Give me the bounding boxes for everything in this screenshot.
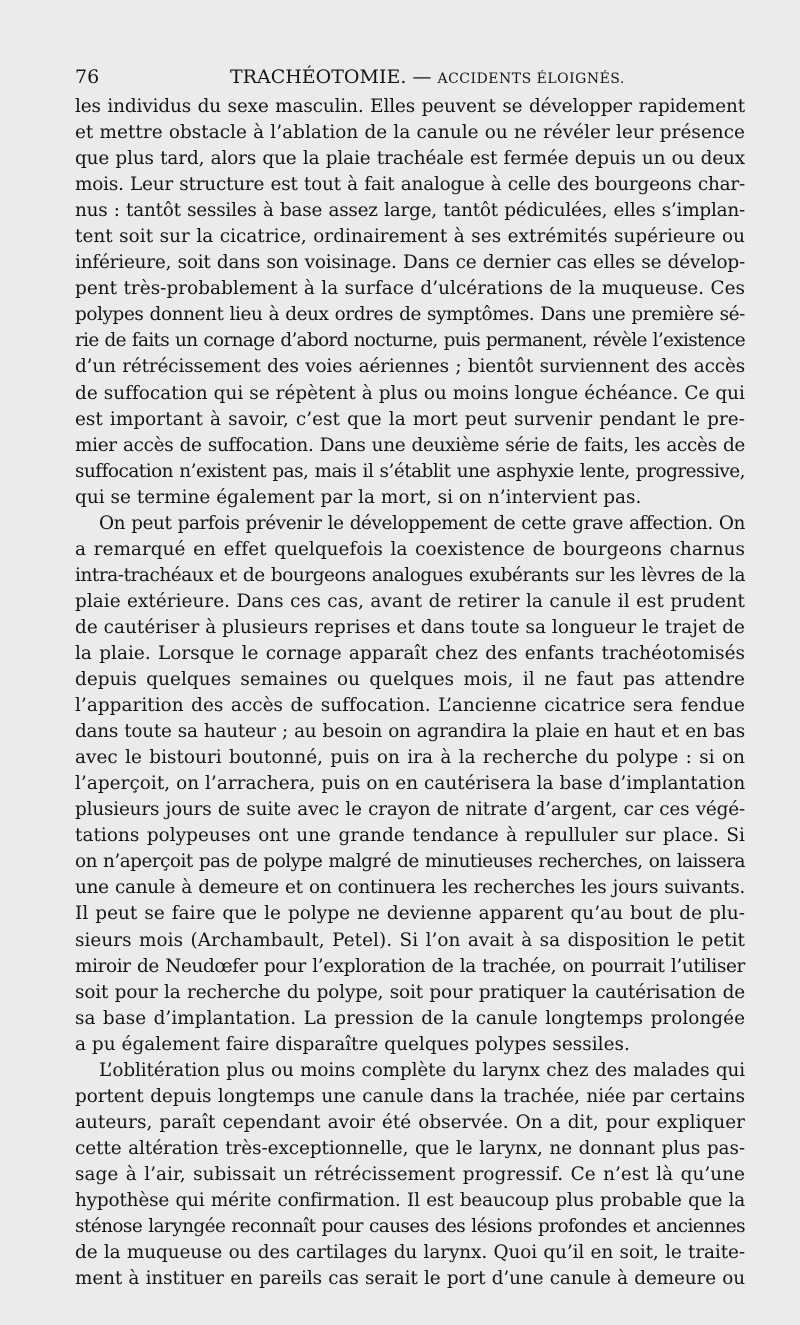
running-title-dash: — <box>412 66 432 88</box>
text-line: cette altération très-exceptionnelle, que le larynx, ne donnant plus pas- <box>75 1137 745 1159</box>
running-head <box>75 60 745 94</box>
running-title-main: TRACHÉOTOMIE. <box>230 66 407 88</box>
text-line: pent très-probablement à la surface d’ulcérations de la muqueuse. Ces <box>75 278 745 300</box>
text-line: sténose laryngée reconnaît pour causes des lésions profondes et anciennes <box>75 1216 745 1238</box>
text-line: de la muqueuse ou des cartilages du larynx. Quoi qu’il en soit, le traite- <box>75 1242 745 1264</box>
text-line: qui se termine également par la mort, si on n’intervient pas. <box>75 486 642 508</box>
book-page <box>75 60 745 1292</box>
text-line: Il peut se faire que le polype ne devienne apparent qu’au bout de plu- <box>75 903 745 925</box>
text-line: d’un rétrécissement des voies aériennes ; bientôt surviennent des accès <box>75 356 745 378</box>
text-line: polypes donnent lieu à deux ordres de symptômes. Dans une première sé- <box>75 304 745 326</box>
text-line: rie de faits un cornage d’abord nocturne, puis permanent, révèle l’existence <box>75 330 745 352</box>
text-line: mier accès de suffocation. Dans une deuxième série de faits, les accès de <box>75 434 745 456</box>
text-line: l’apparition des accès de suffocation. L’ancienne cicatrice sera fendue <box>75 695 745 717</box>
text-line: ment à instituer en pareils cas serait le port d’une canule à demeure ou <box>75 1268 745 1290</box>
text-line: mois. Leur structure est tout à fait analogue à celle des bourgeons char- <box>75 174 745 196</box>
text-line: L’oblitération plus ou moins complète du larynx chez des malades qui <box>99 1059 745 1081</box>
text-line: nus : tantôt sessiles à base assez large, tantôt pédiculées, elles s’implan- <box>75 200 745 222</box>
text-line: avec le bistouri boutonné, puis on ira à la recherche du polype : si on <box>75 747 745 769</box>
text-line: que plus tard, alors que la plaie trachéale est fermée depuis un ou deux <box>75 148 745 170</box>
text-line: tations polypeuses ont une grande tendance à repulluler sur place. Si <box>75 825 745 847</box>
running-title-section: ACCIDENTS ÉLOIGNÉS. <box>437 71 625 87</box>
text-line: et mettre obstacle à l’ablation de la canule ou ne révéler leur présence <box>75 122 745 144</box>
text-line: est important à savoir, c’est que la mort peut survenir pendant le pre- <box>75 408 745 430</box>
text-line: inférieure, soit dans son voisinage. Dans ce dernier cas elles se dévelop- <box>75 252 745 274</box>
text-line: suffocation n’existent pas, mais il s’établit une asphyxie lente, progressive, <box>75 460 745 482</box>
text-line: sage à l’air, subissait un rétrécissement progressif. Ce n’est là qu’une <box>75 1163 745 1185</box>
text-line: une canule à demeure et on continuera les recherches les jours suivants. <box>75 877 745 899</box>
text-line: On peut parfois prévenir le développement de cette grave affection. On <box>99 512 745 534</box>
text-line: l’aperçoit, on l’arrachera, puis on en cautérisera la base d’implantation <box>75 773 746 795</box>
text-line: miroir de Neudœfer pour l’exploration de la trachée, on pourrait l’utiliser <box>75 955 745 977</box>
paragraph <box>75 94 745 511</box>
text-line: depuis quelques semaines ou quelques mois, il ne faut pas attendre <box>75 669 745 691</box>
text-line: les individus du sexe masculin. Elles peuvent se développer rapidement <box>75 96 745 117</box>
text-line: soit pour la recherche du polype, soit pour pratiquer la cautérisation de <box>75 981 745 1003</box>
paragraph <box>75 511 745 1058</box>
text-line: portent depuis longtemps une canule dans la trachée, niée par certains <box>75 1085 745 1107</box>
text-line: intra-trachéaux et de bourgeons analogues exubérants sur les lèvres de la <box>75 564 745 586</box>
text-line: sieurs mois (Archambault, Petel). Si l’on avait à sa disposition le petit <box>75 929 745 951</box>
text-line: hypothèse qui mérite confirmation. Il est beaucoup plus probable que la <box>75 1189 745 1211</box>
text-line: la plaie. Lorsque le cornage apparaît chez des enfants trachéotomisés <box>75 642 745 664</box>
text-line: sa base d’implantation. La pression de la canule longtemps prolongée <box>75 1007 745 1029</box>
text-line: de cautériser à plusieurs reprises et dans toute sa longueur le trajet de <box>75 616 745 638</box>
text-line: de suffocation qui se répètent à plus ou moins longue échéance. Ce qui <box>75 382 745 404</box>
text-line: auteurs, paraît cependant avoir été observée. On a dit, pour expliquer <box>75 1111 745 1133</box>
text-line: on n’aperçoit pas de polype malgré de minutieuses recherches, on laissera <box>75 851 745 873</box>
text-line: dans toute sa hauteur ; au besoin on agrandira la plaie en haut et en bas <box>75 721 745 743</box>
text-line: a pu également faire disparaître quelques polypes sessiles. <box>75 1033 630 1055</box>
text-line: a remarqué en effet quelquefois la coexistence de bourgeons charnus <box>75 538 745 560</box>
body-text <box>75 94 745 1292</box>
text-line: tent soit sur la cicatrice, ordinairement à ses extrémités supérieure ou <box>75 226 745 248</box>
text-line: plaie extérieure. Dans ces cas, avant de retirer la canule il est prudent <box>75 590 745 612</box>
paragraph <box>75 1058 745 1292</box>
text-line: plusieurs jours de suite avec le crayon de nitrate d’argent, car ces végé- <box>75 799 745 821</box>
page-number: 76 <box>75 66 100 88</box>
running-title <box>230 60 625 96</box>
